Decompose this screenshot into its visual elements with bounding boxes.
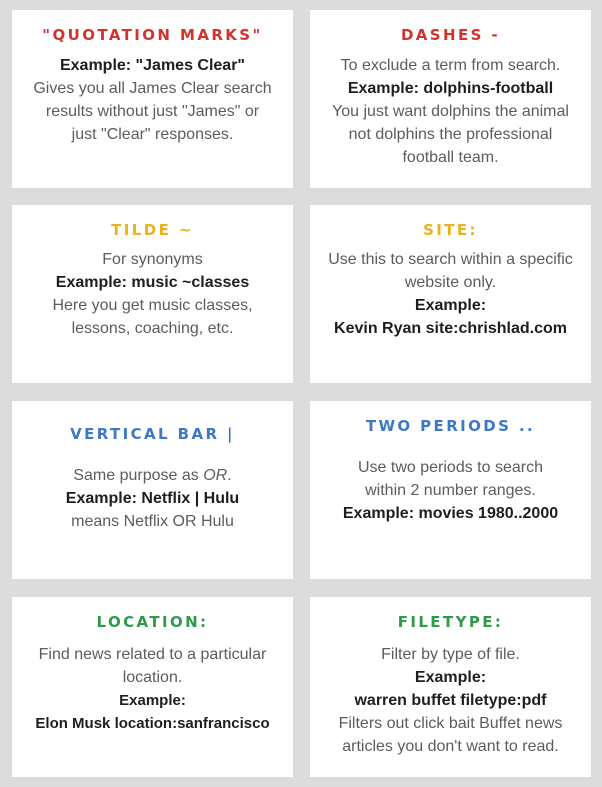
description-line: To exclude a term from search. [340, 57, 561, 74]
description-line: Here you get music classes, [52, 297, 253, 314]
or-emphasis: OR [203, 467, 228, 484]
example-text: warren buffet filetype:pdf [354, 692, 547, 709]
description-line: lessons, coaching, etc. [71, 320, 234, 337]
description-line: For synonyms [102, 251, 203, 268]
card-title: SITE: [423, 221, 478, 239]
card-vertical-bar [12, 401, 293, 579]
example-text: Example: movies 1980..2000 [342, 505, 559, 522]
card-filetype [310, 597, 591, 777]
description-line: Filters out click bait Buffet news [338, 715, 563, 732]
card-dashes [310, 10, 591, 188]
card-body [318, 248, 583, 340]
description-text: Same purpose as [73, 467, 204, 484]
description-line: Use this to search within a specific [328, 251, 573, 268]
card-title: TWO PERIODS .. [365, 417, 536, 435]
description-line: Find news related to a particular [38, 646, 267, 663]
description-line: location. [122, 669, 183, 686]
card-body [318, 456, 583, 525]
card-body [20, 248, 285, 340]
card-body [20, 464, 285, 533]
example-label: Example: [414, 669, 487, 686]
description-line: Gives you all James Clear search [33, 80, 272, 97]
description-line [20, 464, 285, 487]
example-text: Kevin Ryan site:chrishlad.com [334, 320, 567, 337]
card-two-periods [310, 401, 591, 579]
description-line: Use two periods to search [358, 459, 543, 476]
card-title: VERTICAL BAR | [70, 425, 235, 443]
card-body [20, 54, 285, 146]
card-title: TILDE ~ [111, 221, 194, 239]
example-label: Example: [414, 297, 487, 314]
card-title: FILETYPE: [397, 613, 504, 631]
example-text: Example: dolphins-football [347, 80, 554, 97]
example-text: Example: Netflix | Hulu [65, 490, 240, 507]
example-text: Example: music ~classes [55, 274, 250, 291]
card-body [20, 643, 285, 735]
card-body [318, 54, 583, 169]
description-line: football team. [402, 149, 499, 166]
card-title: LOCATION: [96, 613, 209, 631]
description-line: within 2 number ranges. [365, 482, 536, 499]
description-line: You just want dolphins the animal [332, 103, 569, 120]
card-quotation-marks [12, 10, 293, 188]
example-text: Elon Musk location:sanfrancisco [35, 715, 270, 732]
card-tilde [12, 205, 293, 383]
description-line: means Netflix OR Hulu [71, 513, 234, 530]
card-title: DASHES - [400, 26, 501, 44]
description-line: just "Clear" responses. [71, 126, 234, 143]
card-title: "QUOTATION MARKS" [42, 26, 263, 44]
card-location [12, 597, 293, 777]
description-line: articles you don't want to read. [342, 738, 559, 755]
description-line: results without just "James" or [45, 103, 260, 120]
period-text: . [227, 467, 232, 484]
example-label: Example: [119, 692, 186, 709]
description-line: Filter by type of file. [381, 646, 520, 663]
description-line: website only. [404, 274, 497, 291]
description-line: not dolphins the professional [348, 126, 553, 143]
example-text: Example: "James Clear" [59, 57, 246, 74]
card-site [310, 205, 591, 383]
card-body [318, 643, 583, 758]
